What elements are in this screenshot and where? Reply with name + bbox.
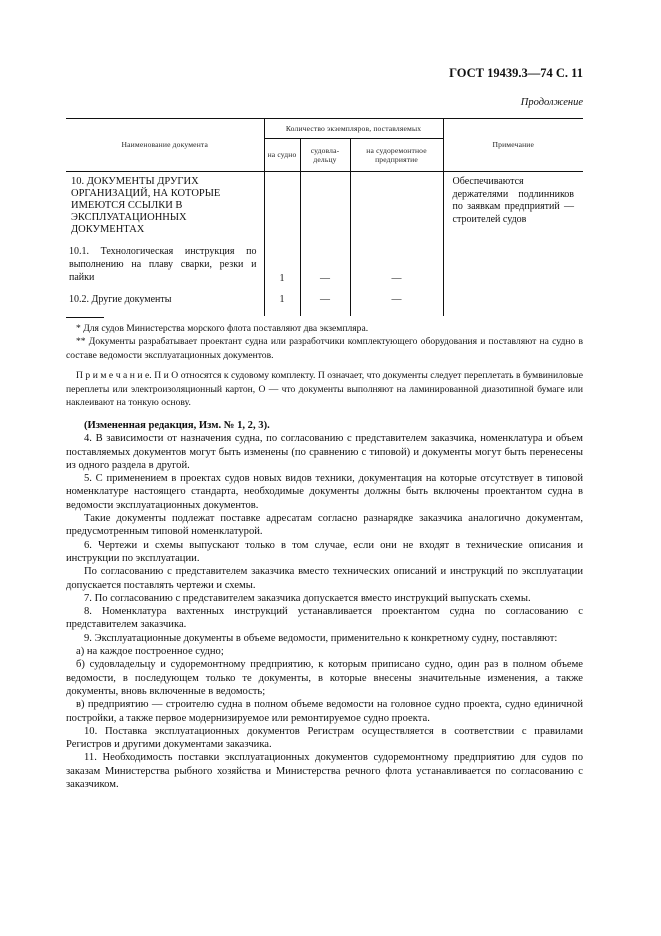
paragraph-10: 10. Поставка эксплуатационных документов Регистрам осуществляется в соответствии с правилами Регистров и другими документами заказчика.	[66, 725, 583, 751]
paragraph-5b: Такие документы подлежат поставке адресатам согласно разнарядке заказчика аналогично документам, предусмотренным типовой номенклатурой.	[66, 513, 583, 538]
row-qty-repair: —	[350, 242, 443, 284]
col-header-qty-group: Количество экземпляров, поставляемых	[264, 119, 443, 139]
body-text	[66, 419, 583, 791]
table-row	[66, 284, 583, 316]
col-header-note: Примечание	[443, 119, 583, 172]
col-header-shipowner: судовла-дельцу	[300, 139, 350, 172]
page-header-title: ГОСТ 19439.3—74 С. 11	[449, 66, 583, 80]
row-qty-ship: 1	[264, 284, 300, 316]
footnote-2: ** Документы разрабатывает проектант судна или разработчики комплектующего оборудования и поставляют на судно в составе ведомости эксплуатационных документов.	[66, 336, 583, 361]
col-header-ship: на судно	[264, 139, 300, 172]
row-name: 10.2. Другие документы	[69, 294, 172, 305]
footnote-divider	[66, 317, 104, 318]
paragraph-8: 8. Номенклатура вахтенных инструкций устанавливается проектантом судна по согласованию с представителем заказчика.	[66, 606, 583, 631]
paragraph-9b: б) судовладельцу и судоремонтному предприятию, к которым приписано судно, один раз в полном объеме ведомости, в последующем только те документы, в которые внесены значительные изменения, а также документы, вновь включенные в ведомость;	[66, 659, 583, 697]
paragraph-9c: в) предприятию — строителю судна в полном объеме ведомости на головное судно проекта, судно единичной постройки, а также первое модернизируемое или ремонтируемое судно проекта.	[66, 699, 583, 724]
row-qty-ship: 1	[264, 242, 300, 284]
documents-table	[66, 118, 583, 316]
table-note: П р и м е ч а н и е. П и О относятся к судовому комплекту. П означает, что документы следует переплетать в бумвиниловые переплеты или электроизоляционный картон, О — что документы выполняют на ламинированной диазотипной бумаге или наклеивают на тонкую основу.	[66, 370, 583, 408]
row-qty-repair: —	[350, 284, 443, 316]
row-name: 10.1. Технологическая инструкция по выполнению на плаву сварки, резки и пайки	[69, 245, 257, 283]
paragraph-9: 9. Эксплуатационные документы в объеме ведомости, применительно к конкретному судну, поставляют:	[84, 632, 558, 644]
section-note: Обеспечиваются держателями подлинников по заявкам предприятий — строителей судов	[452, 176, 575, 225]
paragraph-9a: а) на каждое построенное судно;	[76, 646, 224, 658]
revision-note: (Измененная редакция, Изм. № 1, 2, 3).	[84, 420, 270, 431]
footnote-1: * Для судов Министерства морского флота поставляют два экземпляра.	[76, 323, 369, 334]
row-qty-shipowner: —	[300, 284, 350, 316]
paragraph-6: 6. Чертежи и схемы выпускают только в том случае, если они не входят в технические описания и инструкции по эксплуатации.	[66, 539, 583, 564]
paragraph-5: 5. С применением в проектах судов новых видов техники, документация на которые отсутствует в типовой номенклатуре настоящего стандарта, необходимые документы должны быть включены проектантом судна в ведомости эксплуатационных документов.	[66, 473, 583, 511]
continuation-label: Продолжение	[520, 97, 583, 108]
paragraph-7: 7. По согласованию с представителем заказчика допускается вместо инструкций выпускать схемы.	[84, 592, 531, 604]
table-row	[66, 242, 583, 284]
col-header-name: Наименование документа	[66, 119, 264, 172]
row-qty-shipowner: —	[300, 242, 350, 284]
paragraph-4: 4. В зависимости от назначения судна, по согласованию с представителем заказчика, номенклатура и объем поставляемых документов могут быть изменены (по сравнению с типовой) и документы могут быть перенесены из одного раздела в другой.	[66, 433, 583, 471]
col-header-repair-yard: на судоремонтное предприятие	[350, 139, 443, 172]
paragraph-6b: По согласованию с представителем заказчика вместо технических описаний и инструкций по эксплуатации допускается поставлять чертежи и схемы.	[66, 566, 583, 591]
section-title: 10. ДОКУМЕНТЫ ДРУГИХ ОРГАНИЗАЦИЙ, НА КОТОРЫЕ ИМЕЮТСЯ ССЫЛКИ В ЭКСПЛУАТАЦИОННЫХ ДОКУМЕНТАХ	[71, 176, 221, 235]
table-row	[66, 172, 583, 242]
paragraph-11: 11. Необходимость поставки эксплуатационных документов судоремонтному предприятию для судов по заказам Министерства рыбного хозяйства и Министерства речного флота устанавливается по согласованию с заказчиком.	[66, 752, 583, 791]
